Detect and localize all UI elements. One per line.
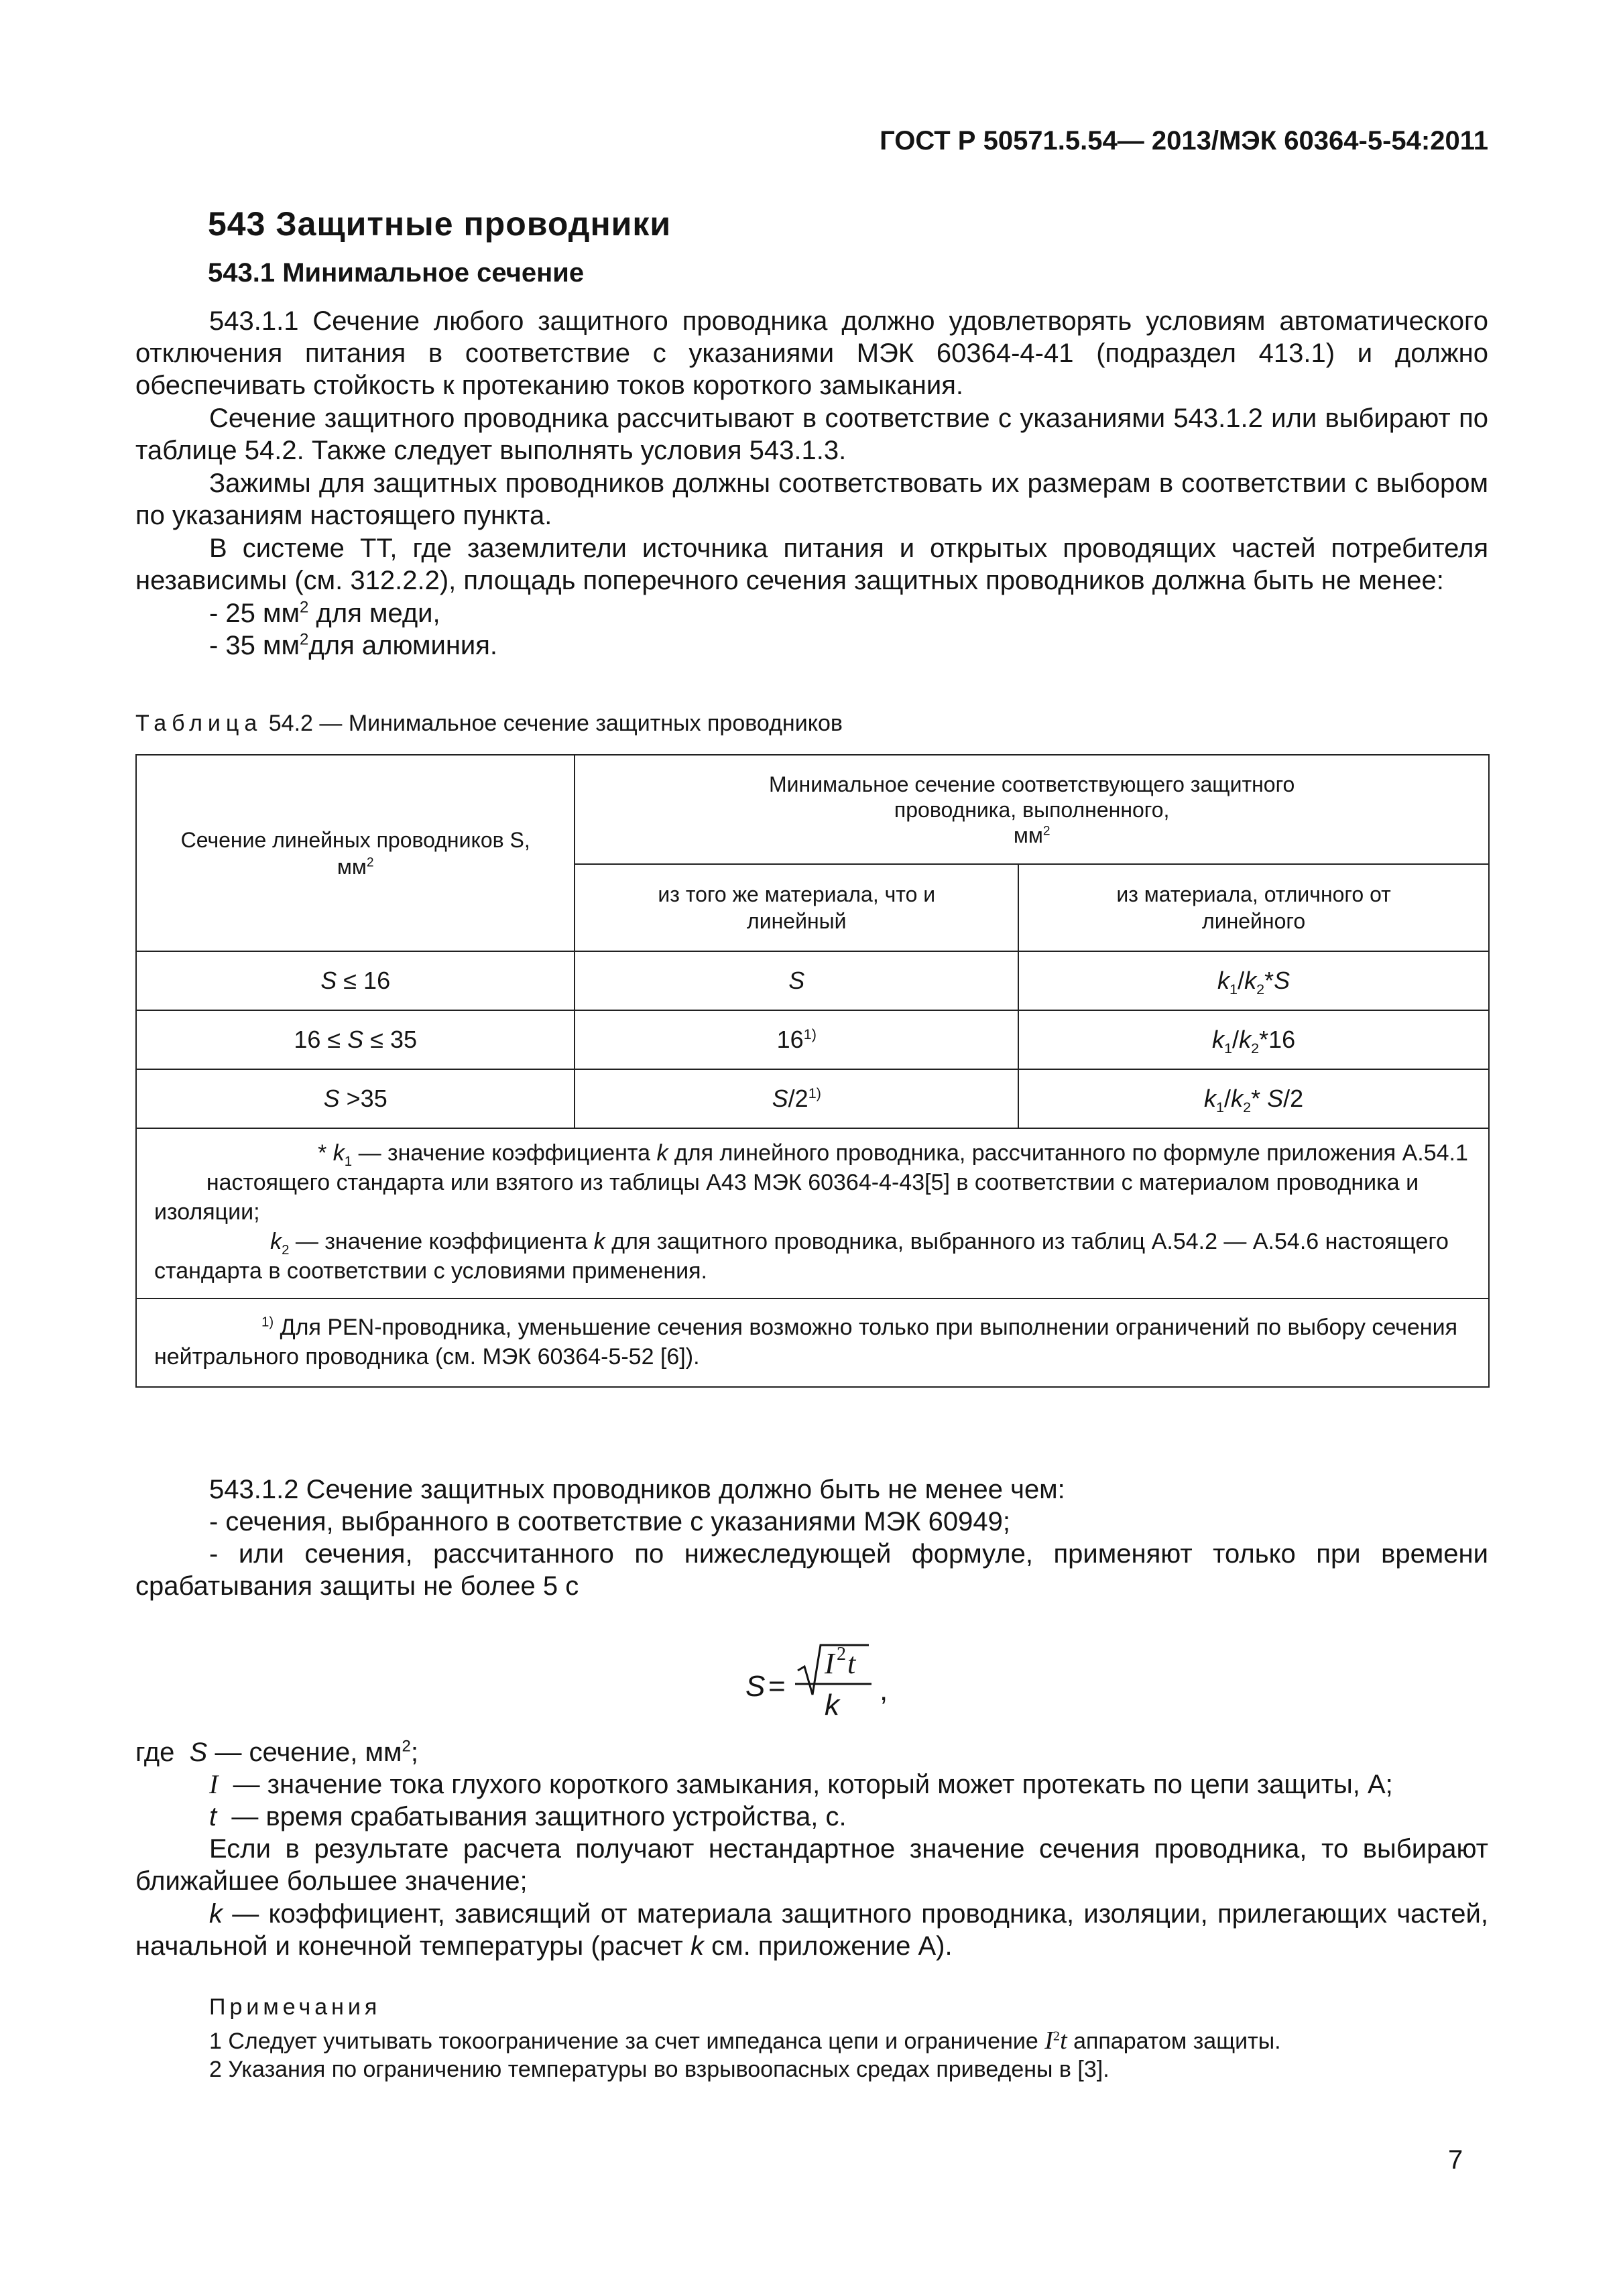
cell-same-material: S xyxy=(575,951,1018,1010)
cell-line-section: 16 ≤ S ≤ 35 xyxy=(136,1010,575,1069)
table-row xyxy=(136,1010,1489,1069)
note-1: 1 Следует учитывать токоограничение за счет импеданса цепи и ограничение $I^2t$ аппаратом защиты. xyxy=(209,2027,1281,2055)
where-i: I — значение тока глухого короткого замыкания, который может протекать по цепи защиты, А; xyxy=(209,1769,1393,1799)
cell-other-material: $k_1/k_2*$ S/2 xyxy=(1018,1069,1489,1128)
svg-text:S: S xyxy=(745,1670,766,1703)
svg-text:=: = xyxy=(768,1670,786,1703)
paragraph-543-1-1: 543.1.1 Сечение любого защитного проводника должно удовлетворять условиям автоматического отключения питания в соответствие с указаниями МЭК 60364-4-41 (подраздел 413.1) и должно обеспечивать стойкость к протеканию токов короткого замыкания. xyxy=(135,306,1488,400)
page-number: 7 xyxy=(1448,2145,1463,2175)
where-t: t — время срабатывания защитного устройства, с. xyxy=(209,1802,847,1831)
paragraph-table-reference: Сечение защитного проводника рассчитывают в соответствие с указаниями 543.1.2 или выбирают по таблице 54.2. Также следует выполнять условия 543.1.3. xyxy=(135,404,1488,465)
svg-text:k: k xyxy=(825,1689,839,1721)
list-item-copper: - 25 $мм^2$ для меди, xyxy=(209,598,440,628)
table-note-coefficients xyxy=(136,1128,1489,1298)
note-2: 2 Указания по ограничению температуры во взрывоопасных средах приведены в [3]. xyxy=(209,2057,1109,2082)
svg-text:t: t xyxy=(847,1647,856,1680)
paragraph-543-1-2: 543.1.2 Сечение защитных проводников должно быть не менее чем: xyxy=(209,1475,1065,1504)
notes-title: Примечания xyxy=(209,1994,381,2020)
col-header-min-section: Минимальное сечение соответствующего защитного проводника, выполненного, $мм^2$ xyxy=(575,755,1489,864)
where-s: где S — сечение, $мм^2$; xyxy=(135,1737,418,1767)
list-item-iec-60949: - сечения, выбранного в соответствие с указаниями МЭК 60949; xyxy=(209,1507,1011,1536)
col-header-line-conductors: Сечение линейных проводников S, $мм^2$ xyxy=(136,755,575,951)
cell-line-section: S ≤ 16 xyxy=(136,951,575,1010)
note-k1: * $k_1$ — значение коэффициента k для линейного проводника, рассчитанного по формуле приложения А.54.1 настоящего стандарта или взятого из таблицы А43 МЭК 60364-4-43[5] в соответствии с материалом проводника и изоляции; xyxy=(154,1140,1468,1225)
list-item-aluminium: - 35 $мм^2для$ алюминия. xyxy=(209,630,498,660)
where-k: k — коэффициент, зависящий от материала защитного проводника, изоляции, прилегающих частей, начальной и конечной температуры (расчет k см. приложение А). xyxy=(135,1899,1488,1961)
section-formula xyxy=(737,1636,965,1730)
cell-other-material: $k_1/k_2*16$ xyxy=(1018,1010,1489,1069)
paragraph-nonstandard-section: Если в результате расчета получают нестандартное значение сечения проводника, то выбирают ближайшее большее значение; xyxy=(135,1834,1488,1896)
col-header-same-material: из того же материала, что и линейный xyxy=(575,864,1018,951)
list-item-formula-condition: - или сечения, рассчитанного по нижеследующей формуле, применяют только при времени срабатывания защиты не более 5 с xyxy=(135,1539,1488,1601)
svg-text:,: , xyxy=(880,1674,888,1707)
col-header-other-material: из материала, отличного от линейного xyxy=(1018,864,1489,951)
cell-same-material: 16$^{1)}$ xyxy=(575,1010,1018,1069)
table-caption: Таблица 54.2 — Минимальное сечение защитных проводников xyxy=(135,711,843,736)
min-section-table xyxy=(135,754,1490,1388)
svg-text:I: I xyxy=(825,1647,835,1680)
section-title: 543 Защитные проводники xyxy=(208,205,672,243)
subsection-title: 543.1 Минимальное сечение xyxy=(208,258,585,288)
cell-other-material: $k_1/k_2*S$ xyxy=(1018,951,1489,1010)
table-row xyxy=(136,951,1489,1010)
svg-text:2: 2 xyxy=(837,1644,846,1665)
paragraph-tt-system: В системе ТТ, где заземлители источника питания и открытых проводящих частей потребителя независимы (см. 312.2.2), площадь поперечного сечения защитных проводников должна быть не менее: xyxy=(135,534,1488,595)
note-k2: $k_2$ — значение коэффициента k для защитного проводника, выбранного из таблиц А.54.2 — А.54.6 настоящего стандарта в соответствии с условиями применения. xyxy=(154,1229,1449,1284)
table-footnote: $^{1)}$ Для PEN-проводника, уменьшение сечения возможно только при выполнении ограничений по выбору сечения нейтрального проводника (см. МЭК 60364-5-52 [6]). xyxy=(136,1298,1489,1387)
cell-line-section: S >35 xyxy=(136,1069,575,1128)
table-row xyxy=(136,1069,1489,1128)
cell-same-material: S/2$^{1)}$ xyxy=(575,1069,1018,1128)
paragraph-clamps: Зажимы для защитных проводников должны соответствовать их размерам в соответствии с выбором по указаниям настоящего пункта. xyxy=(135,469,1488,530)
document-header: ГОСТ Р 50571.5.54— 2013/МЭК 60364-5-54:2011 xyxy=(880,126,1488,156)
